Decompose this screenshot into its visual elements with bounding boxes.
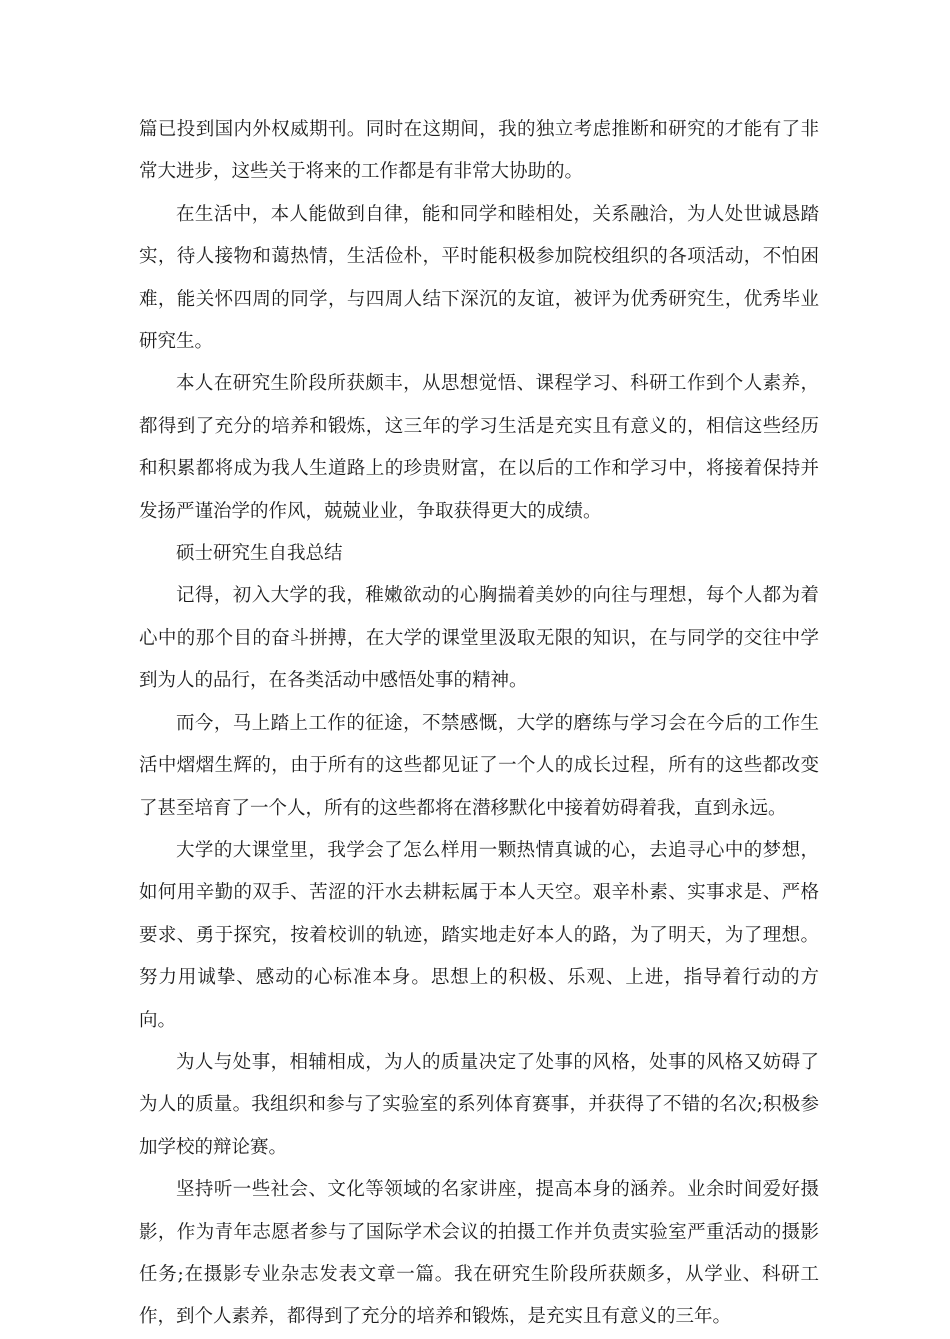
paragraph-8: 为人与处事，相辅相成，为人的质量决定了处事的风格，处事的风格又妨碍了为人的质量。我组织和参与了实验室的系列体育赛事，并获得了不错的名次;积极参加学校的辩论赛。 <box>139 1051 819 1158</box>
paragraph-7: 大学的大课堂里，我学会了怎么样用一颗热情真诚的心，去追寻心中的梦想，如何用辛勤的双手、苦涩的汗水去耕耘属于本人天空。艰辛朴素、实事求是、严格要求、勇于探究，按着校训的轨迹，踏实地走好本人的路，为了明天，为了理想。努力用诚挚、感动的心标准本身。思想上的积极、乐观、上进，指导着行动的方向。 <box>139 839 819 1031</box>
paragraph-3: 本人在研究生阶段所获颇丰，从思想觉悟、课程学习、科研工作到个人素养，都得到了充分的培养和锻炼，这三年的学习生活是充实且有意义的，相信这些经历和积累都将成为我人生道路上的珍贵财富，在以后的工作和学习中，将接着保持并发扬严谨治学的作风，兢兢业业，争取获得更大的成绩。 <box>139 373 819 522</box>
paragraph-5: 记得，初入大学的我，稚嫩欲动的心胸揣着美妙的向往与理想，每个人都为着心中的那个目的奋斗拼搏，在大学的课堂里汲取无限的知识，在与同学的交往中学到为人的品行，在各类活动中感悟处事的精神。 <box>139 585 819 692</box>
document-body <box>139 109 819 1339</box>
paragraph-2: 在生活中，本人能做到自律，能和同学和睦相处，关系融洽，为人处世诚恳踏实，待人接物和蔼热情，生活俭朴，平时能积极参加院校组织的各项活动，不怕困难，能关怀四周的同学，与四周人结下深沉的友谊，被评为优秀研究生，优秀毕业研究生。 <box>139 203 819 353</box>
section-heading: 硕士研究生自我总结 <box>176 543 343 565</box>
paragraph-1: 篇已投到国内外权威期刊。同时在这期间，我的独立考虑推断和研究的才能有了非常大进步，这些关于将来的工作都是有非常大协助的。 <box>139 119 819 183</box>
paragraph-9: 坚持听一些社会、文化等领域的名家讲座，提高本身的涵养。业余时间爱好摄影，作为青年志愿者参与了国际学术会议的拍摄工作并负责实验室严重活动的摄影任务;在摄影专业杂志发表文章一篇。我在研究生阶段所获颇多，从学业、科研工作，到个人素养，都得到了充分的培养和锻炼，是充实且有意义的三年。 <box>139 1179 819 1328</box>
paragraph-6: 而今，马上踏上工作的征途，不禁感慨，大学的磨练与学习会在今后的工作生活中熠熠生辉的，由于所有的这些都见证了一个人的成长过程，所有的这些都改变了甚至培育了一个人，所有的这些都将在潜移默化中接着妨碍着我，直到永远。 <box>139 712 819 819</box>
